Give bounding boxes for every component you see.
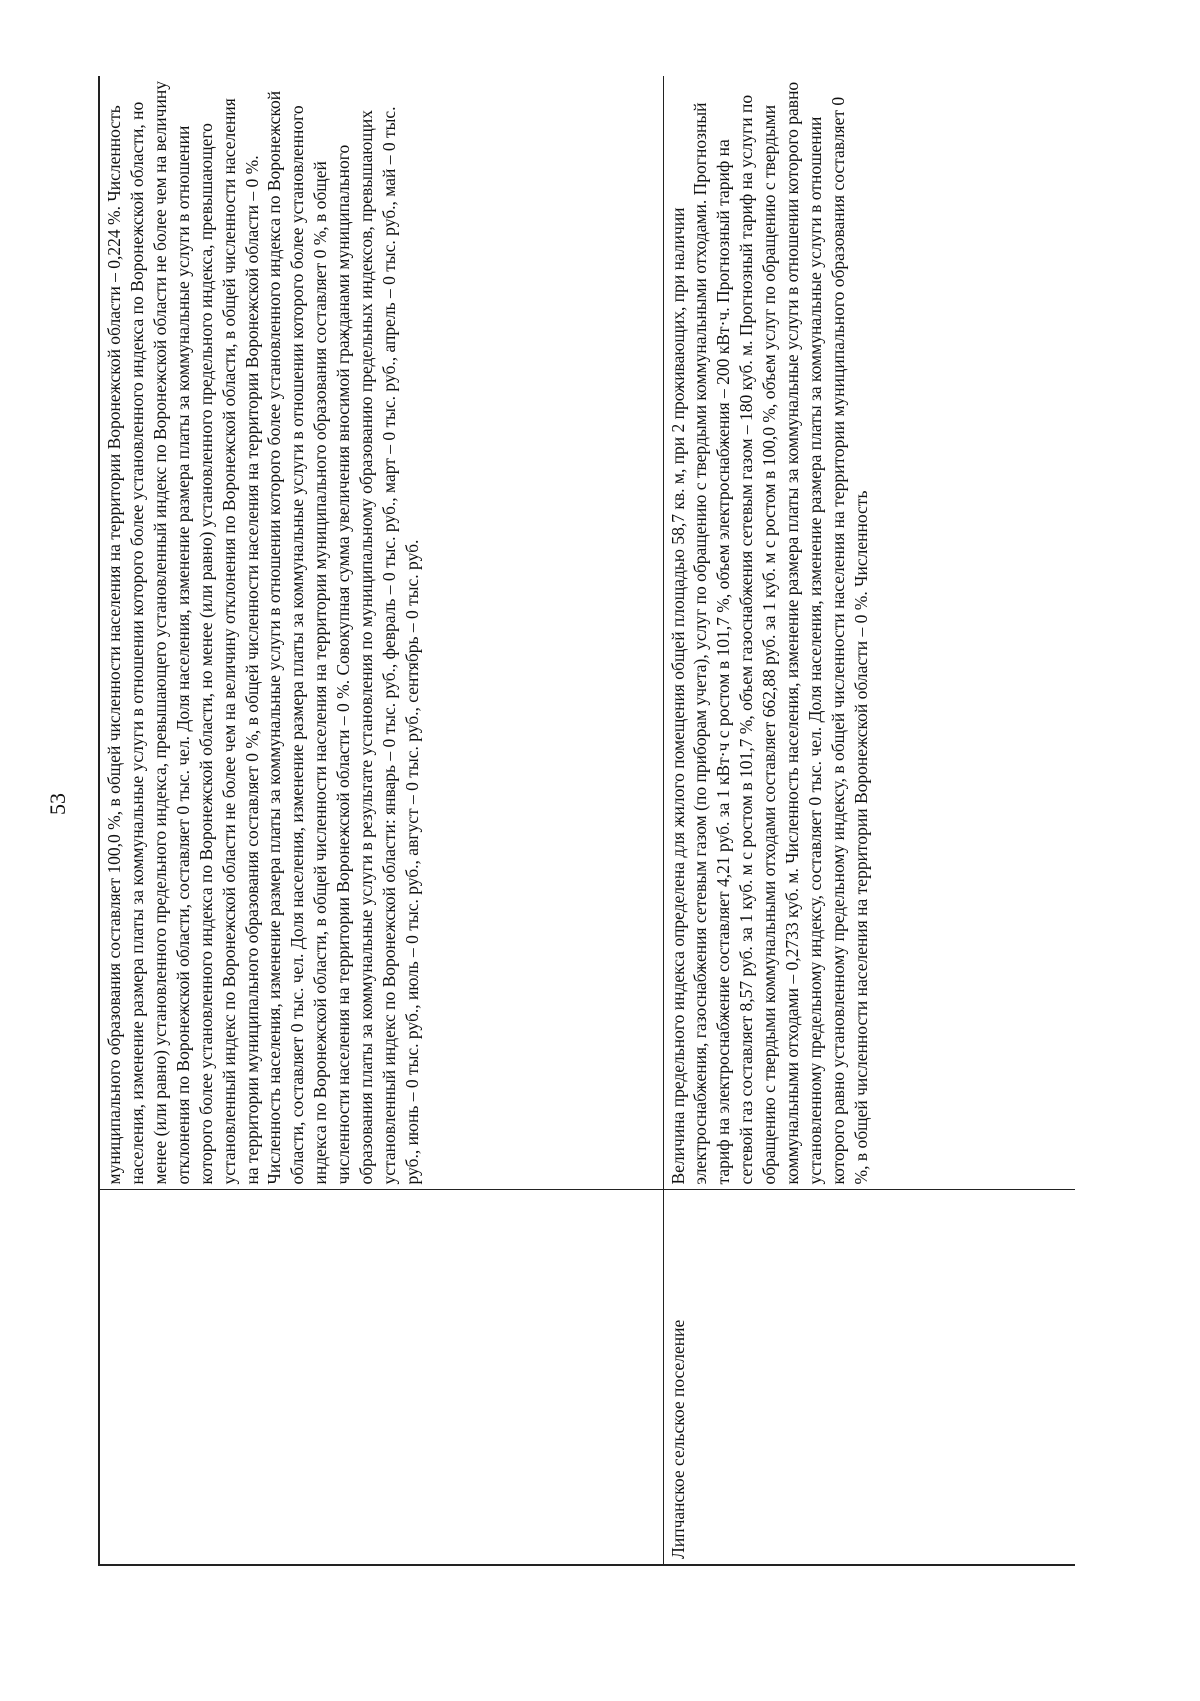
rotated-document-table-area — [98, 76, 1075, 1566]
municipality-name-cell: Липчанское сельское поселение — [663, 1190, 1075, 1565]
municipality-description-cell: муниципального образования составляет 100,0 %, в общей численности населения на территории Воронежской области – 0,224 %. Численность населения, изменение размера платы за коммунальные услуги в отношении которого более установленного индекса по Воронежской области, но менее (или равно) установленного предельного индекса, превышающего установленный индекс по Воронежской области не более чем на величину отклонения по Воронежской области, составляет 0 тыс. чел. Доля населения, изменение размера платы за коммунальные услуги в отношении которого более установленного индекса по Воронежской области, но менее (или равно) установленного предельного индекса, превышающего установленный индекс по Воронежской области не более чем на величину отклонения по Воронежской области, в общей численности населения на территории муниципального образования составляет 0 %, в общей численности населения на территории Воронежской области – 0 %. Численность населения, изменение размера платы за коммунальные услуги в отношении которого более установленного индекса по Воронежской области, составляет 0 тыс. чел. Доля населения, изменение размера платы за коммунальные услуги в отношении которого более установленного индекса по Воронежской области, в общей численности населения на территории муниципального образования составляет 0 %, в общей численности населения на территории Воронежской области – 0 %. Совокупная сумма увеличения вносимой гражданами муниципального образования платы за коммунальные услуги в результате установления по муниципальному образованию предельных индексов, превышающих установленный индекс по Воронежской области: январь – 0 тыс. руб., февраль – 0 тыс. руб., март – 0 тыс. руб., апрель – 0 тыс. руб., май – 0 тыс. руб., июнь – 0 тыс. руб., июль – 0 тыс. руб., август – 0 тыс. руб., сентябрь – 0 тыс. руб. — [99, 76, 663, 1190]
table-row-lipchanskoe — [663, 76, 1075, 1565]
municipality-name-cell — [99, 1190, 663, 1565]
municipal-index-table — [98, 76, 1075, 1566]
municipality-description-cell: Величина предельного индекса определена для жилого помещения общей площадью 58,7 кв. м, при 2 проживающих, при наличии электроснабжения, газоснабжения сетевым газом (по приборам учета), услуг по обращению с твердыми коммунальными отходами. Прогнозный тариф на электроснабжение составляет 4,21 руб. за 1 кВт·ч с ростом в 101,7 %, объем электроснабжения – 200 кВт·ч. Прогнозный тариф на сетевой газ составляет 8,57 руб. за 1 куб. м с ростом в 101,7 %, объем газоснабжения сетевым газом – 180 куб. м. Прогнозный тариф на услуги по обращению с твердыми коммунальными отходами составляет 662,88 руб. за 1 куб. м с ростом в 100,0 %, объем услуг по обращению с твердыми коммунальными отходами – 0,2733 куб. м. Численность населения, изменение размера платы за коммунальные услуги в отношении которого равно установленному предельному индексу, составляет 0 тыс. чел. Доля населения, изменение размера платы за коммунальные услуги в отношении которого равно установленному предельному индексу, в общей численности населения на территории муниципального образования составляет 0 %, в общей численности населения на территории Воронежской области – 0 %. Численность — [663, 76, 1075, 1190]
table-row-continuation — [99, 76, 663, 1565]
page-number: 53 — [45, 793, 70, 815]
